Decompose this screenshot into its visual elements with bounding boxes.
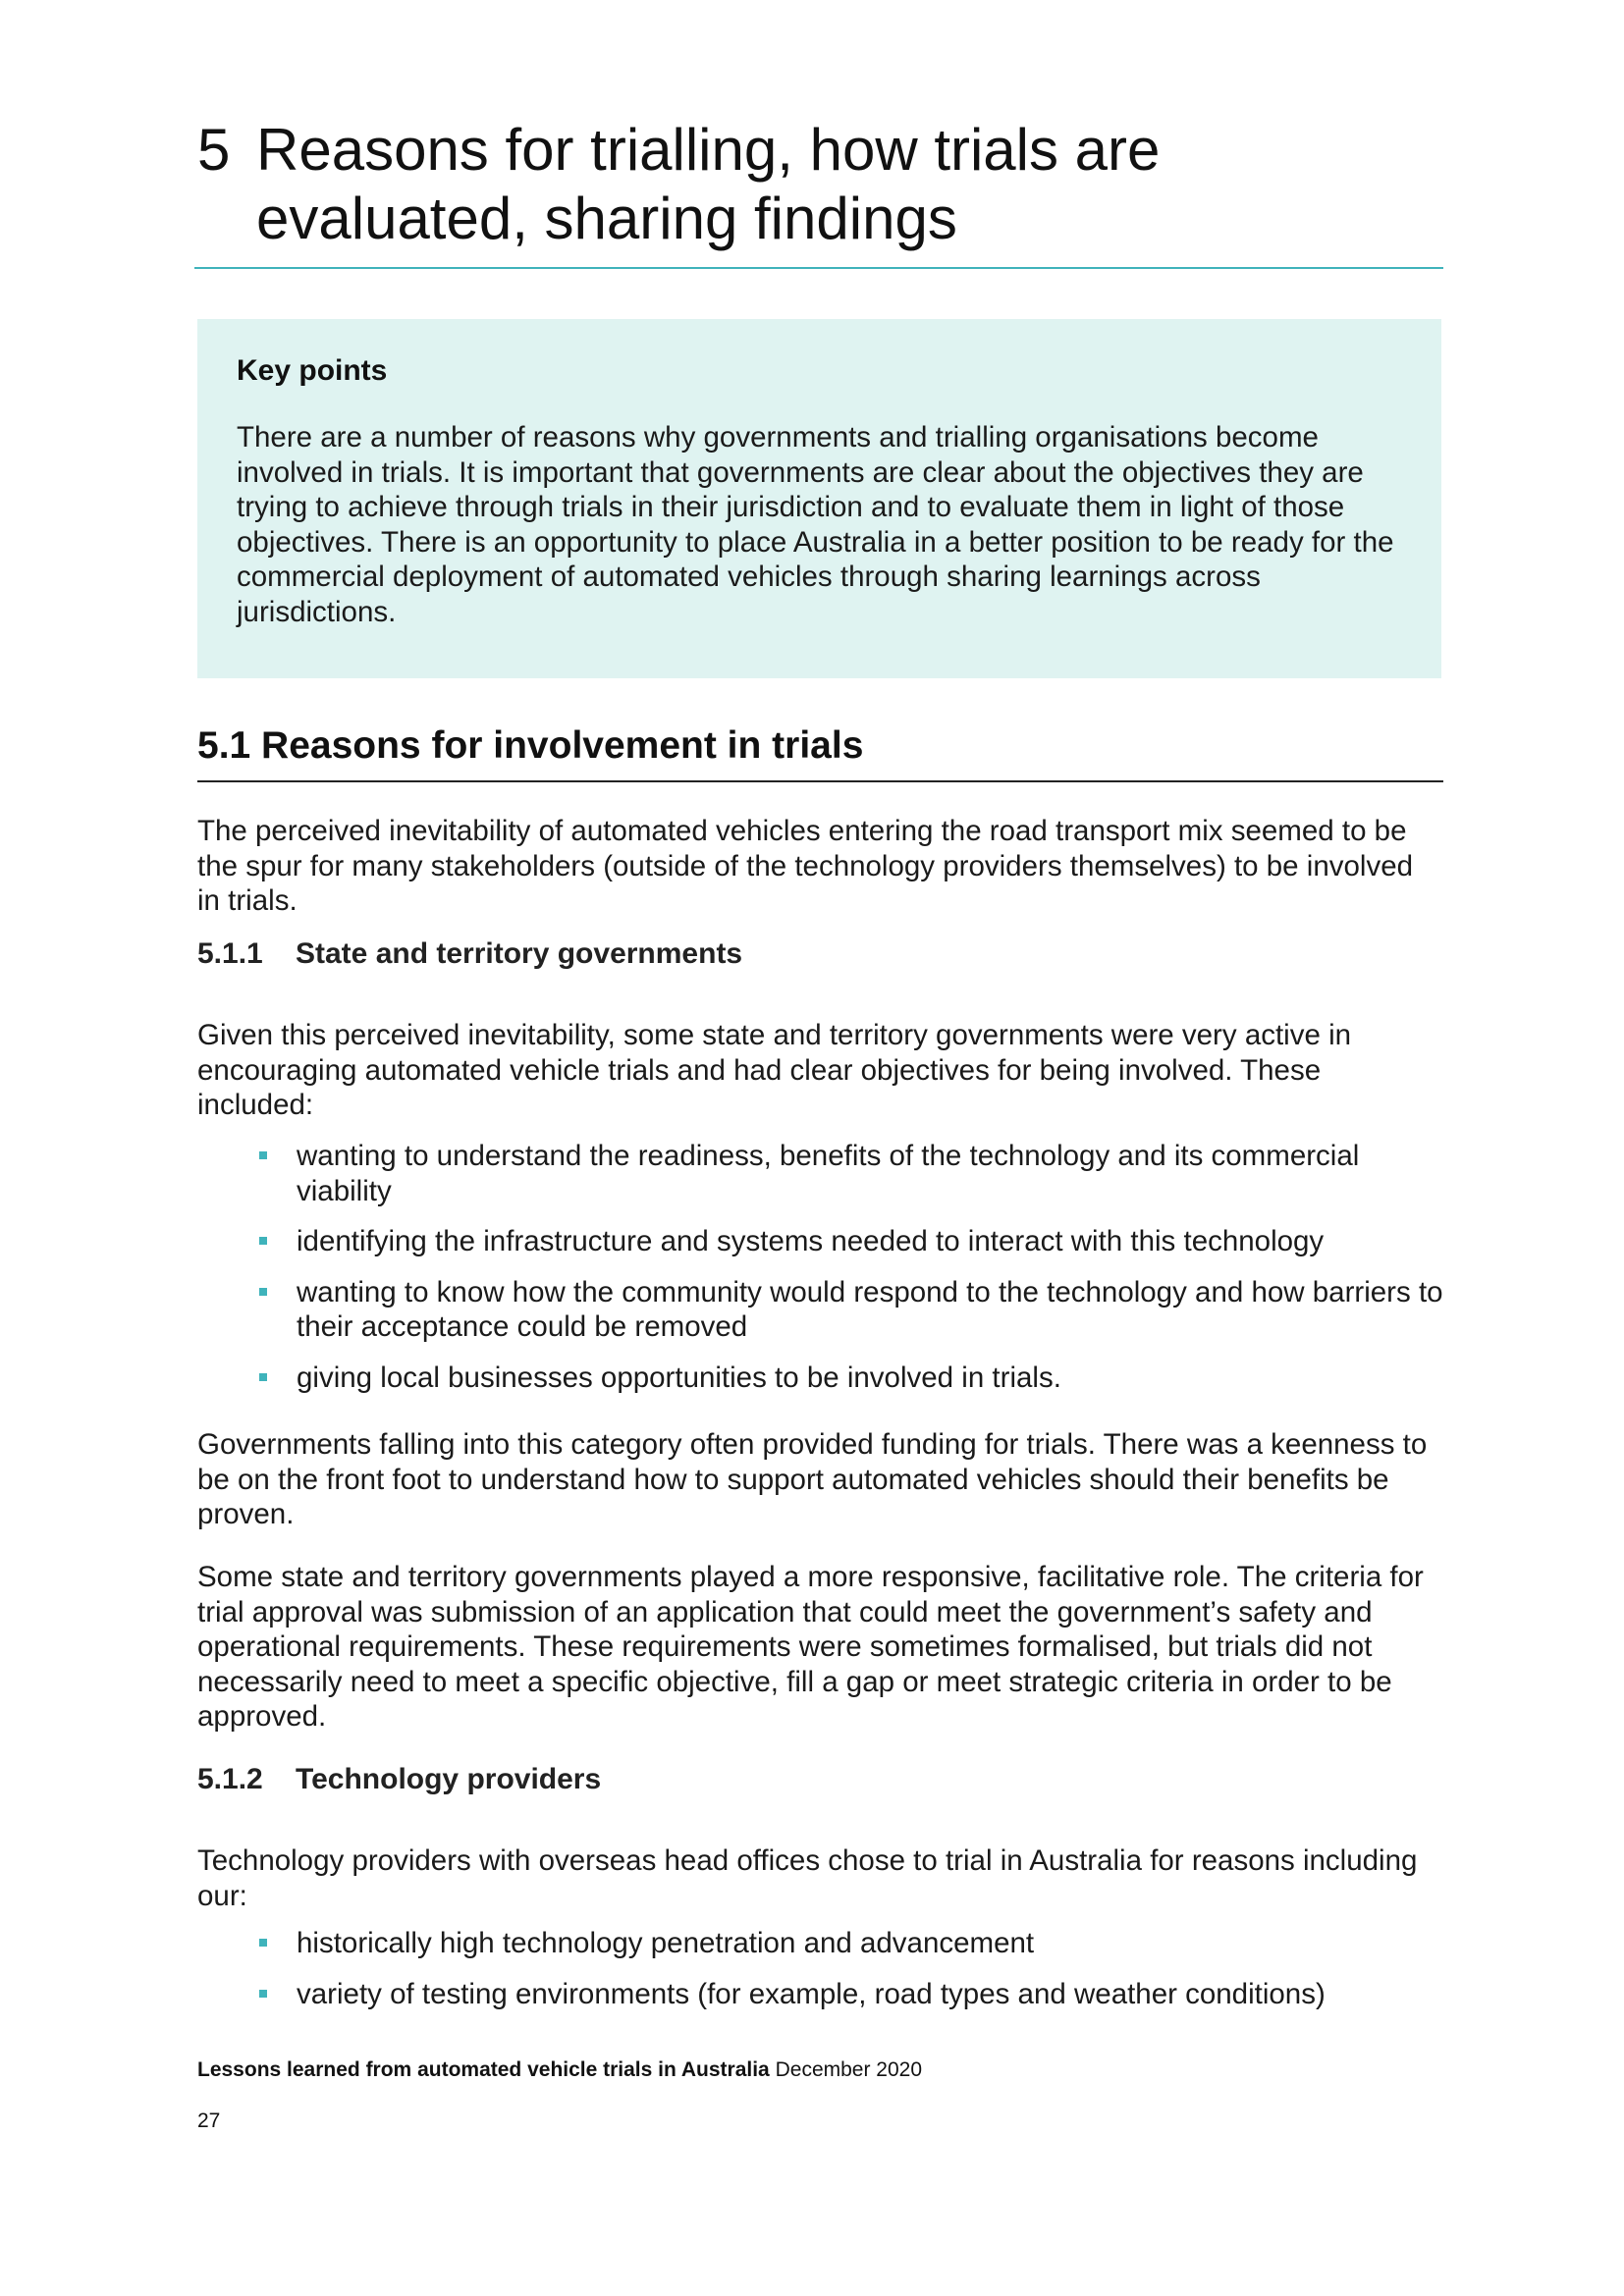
list-item: identifying the infrastructure and systems needed to interact with this technology: [257, 1224, 1445, 1259]
bullet-list: [257, 1926, 1445, 2011]
bullet-list: [257, 1139, 1445, 1395]
chapter-number: 5: [197, 117, 231, 183]
bullet-square-icon: [259, 1990, 267, 1998]
section-title: 5.1 Reasons for involvement in trials: [197, 724, 864, 767]
chapter-divider: [194, 267, 1443, 269]
subsection-heading-5-1-2: [197, 1763, 601, 1796]
bullet-square-icon: [259, 1288, 267, 1296]
bullet-square-icon: [259, 1373, 267, 1381]
key-points-body: There are a number of reasons why governments and trialling organisations become involved in trials. It is important that governments are clear about the objectives they are trying to achieve through trials in their jurisdiction and to evaluate them in light of those objectives. There is an opportunity to place Australia in a better position to be ready for the commercial deployment of automated vehicles through sharing learnings across jurisdictions.: [237, 421, 1394, 628]
subsection-heading-5-1-1: [197, 937, 742, 971]
page-number: 27: [197, 2109, 221, 2132]
list-item: wanting to know how the community would respond to the technology and how barriers to their acceptance could be removed: [257, 1275, 1445, 1345]
key-points-box: [197, 319, 1441, 678]
list-item: wanting to understand the readiness, benefits of the technology and its commercial viability: [257, 1139, 1445, 1208]
bullet-square-icon: [259, 1151, 267, 1159]
footer: [197, 2058, 922, 2082]
key-points-heading: Key points: [237, 354, 388, 387]
list-item: historically high technology penetration and advancement: [257, 1926, 1445, 1961]
paragraph: Some state and territory governments played a more responsive, facilitative role. The criteria for trial approval was submission of an application that could meet the government’s safety and operational requirements. These requirements were sometimes formalised, but trials did not necessarily need to meet a specific objective, fill a gap or meet strategic criteria in order to be approved.: [197, 1561, 1424, 1733]
subsection-number: 5.1.2: [197, 1763, 263, 1795]
footer-date: December 2020: [775, 2058, 923, 2081]
bullet-square-icon: [259, 1939, 267, 1947]
subsection-title: State and territory governments: [296, 937, 743, 970]
chapter-title-line-1: Reasons for trialling, how trials are: [256, 117, 1161, 183]
subsection-number: 5.1.1: [197, 937, 263, 970]
list-item: variety of testing environments (for example, road types and weather conditions): [257, 1977, 1445, 2012]
paragraph: Given this perceived inevitability, some state and territory governments were very active in encouraging automated vehicle trials and had clear objectives for being involved. These included:: [197, 1019, 1352, 1121]
list-item: giving local businesses opportunities to be involved in trials.: [257, 1361, 1445, 1396]
paragraph: Governments falling into this category often provided funding for trials. There was a keenness to be on the front foot to understand how to support automated vehicles should their benefits be proven.: [197, 1428, 1428, 1530]
bullet-square-icon: [259, 1237, 267, 1245]
subsection-title: Technology providers: [296, 1763, 602, 1795]
paragraph: Technology providers with overseas head offices chose to trial in Australia for reasons including our:: [197, 1844, 1418, 1912]
chapter-title-line-2: evaluated, sharing findings: [256, 186, 957, 251]
section-intro: The perceived inevitability of automated vehicles entering the road transport mix seemed to be the spur for many stakeholders (outside of the technology providers themselves) to be involved in trials.: [197, 815, 1414, 917]
footer-doc-title: Lessons learned from automated vehicle trials in Australia: [197, 2058, 770, 2081]
section-divider: [197, 780, 1443, 782]
